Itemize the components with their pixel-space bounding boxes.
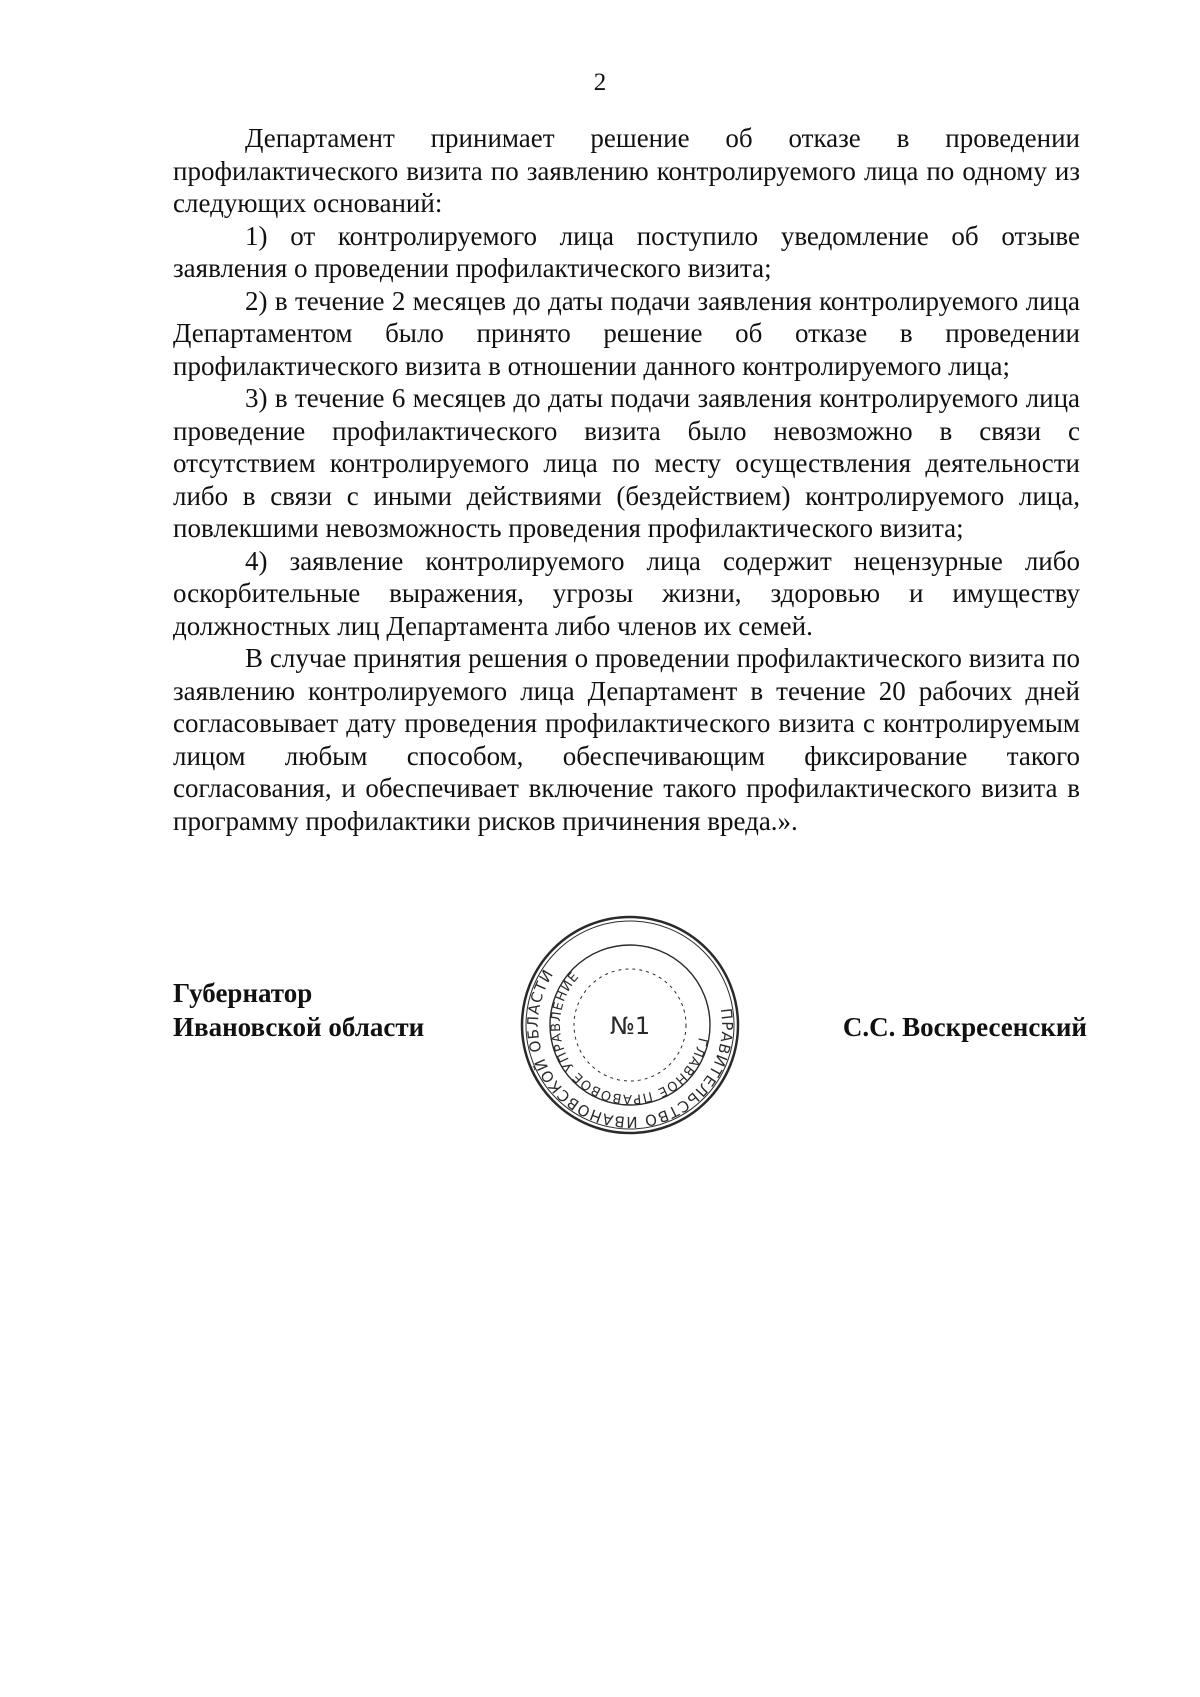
- paragraph: 3) в течение 6 месяцев до даты подачи заявления контролируемого лица проведение профилактического визита было невозможно в связи с отсутствием контролируемого лица по месту осуществления деятельности либо в связи с иными действиями (бездействием) контролируемого лица, повлекшими невозможность проведения профилактического визита;: [173, 383, 1080, 543]
- stamp-inner-text: ГЛАВНОЕ ПРАВОВОЕ УПРАВЛЕНИЕ: [548, 969, 710, 1107]
- document-body: [173, 122, 1080, 837]
- stamp-seal-icon: [518, 913, 742, 1137]
- paragraph: Департамент принимает решение об отказе в проведении профилактического визита по заявлению контролируемого лица по одному из следующих оснований:: [173, 123, 1080, 218]
- stamp-number: №1: [609, 1012, 651, 1040]
- page-number: 2: [593, 69, 607, 96]
- paragraph: 1) от контролируемого лица поступило уведомление об отзыве заявления о проведении профилактического визита;: [173, 220, 1080, 283]
- signatory-position: [173, 976, 424, 1044]
- position-line: Ивановской области: [173, 1012, 425, 1042]
- official-stamp: [518, 913, 742, 1137]
- signatory-name: С.С. Воскресенский: [842, 1012, 1087, 1042]
- position-line: Губернатор: [173, 978, 313, 1008]
- paragraph: 2) в течение 2 месяцев до даты подачи заявления контролируемого лица Департаментом было принято решение об отказе в проведении профилактического визита в отношении данного контролируемого лица;: [173, 285, 1080, 381]
- paragraph: В случае принятия решения о проведении профилактического визита по заявлению контролируемого лица Департамент в течение 20 рабочих дней согласовывает дату проведения профилактического визита с контролируемым лицом любым способом, обеспечивающим фиксирование такого согласования, и обеспечивает включение такого профилактического визита в программу профилактики рисков причинения вреда.».: [173, 643, 1080, 836]
- paragraph: 4) заявление контролируемого лица содержит нецензурные либо оскорбительные выражения, угрозы жизни, здоровью и имуществу должностных лиц Департамента либо членов их семей.: [173, 545, 1080, 641]
- stamp-outer-text: ПРАВИТЕЛЬСТВО ИВАНОВСКОЙ ОБЛАСТИ: [523, 965, 737, 1132]
